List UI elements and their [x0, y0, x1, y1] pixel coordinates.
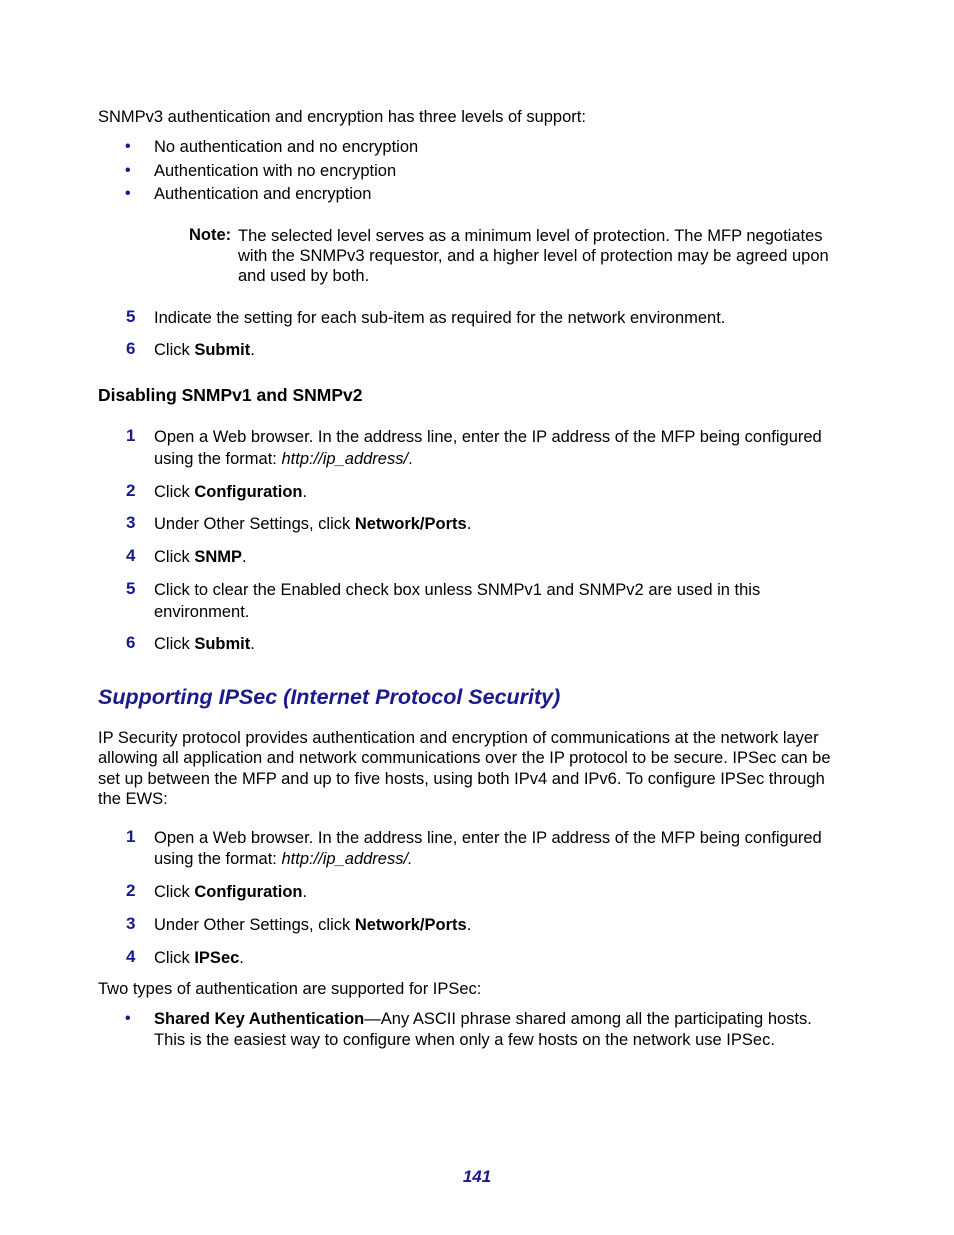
section-title: Supporting IPSec (Internet Protocol Security): [98, 685, 561, 709]
ui-label: Configuration: [194, 883, 303, 901]
step-text: Click Configuration.: [154, 483, 308, 501]
step-number: 6: [126, 339, 136, 358]
ui-label: Network/Ports: [354, 515, 467, 533]
step-text: using the format: http://ip_address/.: [154, 450, 413, 468]
ui-label: IPSec: [194, 949, 240, 967]
page-number: 141: [462, 1167, 492, 1186]
step-number: 6: [126, 633, 136, 652]
step-text: Indicate the setting for each sub-item as required for the network environment.: [154, 309, 726, 327]
list-item: Authentication and encryption: [154, 185, 372, 203]
note-label: Note:: [189, 226, 232, 244]
step-number: 2: [126, 881, 136, 900]
step-text: Open a Web browser. In the address line, enter the IP address of the MFP being configured: [154, 829, 822, 847]
step-number: 1: [126, 827, 136, 846]
auth-intro: Two types of authentication are supported for IPSec:: [98, 980, 482, 998]
bullet-icon: •: [125, 162, 131, 179]
step-text: Click Submit.: [154, 635, 255, 653]
bullet-icon: •: [125, 1010, 131, 1027]
list-item: Authentication with no encryption: [154, 162, 397, 180]
step-text: Click Configuration.: [154, 883, 308, 901]
step-text: Click IPSec.: [154, 949, 244, 967]
step-text: Under Other Settings, click Network/Ports.: [154, 916, 472, 934]
paragraph-line: the EWS:: [98, 790, 168, 808]
step-text: using the format: http://ip_address/.: [154, 850, 413, 868]
step-text: environment.: [154, 603, 250, 621]
step-number: 3: [126, 914, 136, 933]
intro-text: SNMPv3 authentication and encryption has three levels of support:: [98, 108, 586, 126]
step-text: Click to clear the Enabled check box unless SNMPv1 and SNMPv2 are used in this: [154, 581, 761, 599]
ui-label: Network/Ports: [354, 916, 467, 934]
note-line: and used by both.: [238, 267, 370, 285]
paragraph-line: allowing all application and network communications over the IP protocol to be secure. IPSec can be: [98, 749, 831, 767]
ui-label: Submit: [194, 635, 251, 653]
list-item: Shared Key Authentication—Any ASCII phrase shared among all the participating hosts.: [154, 1010, 812, 1028]
list-item: No authentication and no encryption: [154, 138, 419, 156]
ui-label: Configuration: [194, 483, 303, 501]
paragraph-line: set up between the MFP and up to five hosts, using both IPv4 and IPv6. To configure IPSec through: [98, 770, 825, 788]
step-number: 2: [126, 481, 136, 500]
note-line: with the SNMPv3 requestor, and a higher level of protection may be agreed upon: [238, 247, 829, 265]
section-heading: Disabling SNMPv1 and SNMPv2: [98, 385, 363, 405]
paragraph-line: IP Security protocol provides authentication and encryption of communications at the network layer: [98, 729, 819, 747]
step-number: 3: [126, 513, 136, 532]
step-number: 5: [126, 579, 136, 598]
step-number: 4: [126, 947, 136, 966]
list-item: This is the easiest way to configure when only a few hosts on the network use IPSec.: [154, 1031, 775, 1049]
step-number: 5: [126, 307, 136, 326]
step-text: Open a Web browser. In the address line, enter the IP address of the MFP being configured: [154, 428, 822, 446]
step-number: 1: [126, 426, 136, 445]
bullet-icon: •: [125, 185, 131, 202]
note-line: The selected level serves as a minimum level of protection. The MFP negotiates: [238, 227, 823, 245]
ui-label: Submit: [194, 341, 251, 359]
step-text: Click Submit.: [154, 341, 255, 359]
bullet-icon: •: [125, 138, 131, 155]
step-number: 4: [126, 546, 136, 565]
step-text: Under Other Settings, click Network/Ports.: [154, 515, 472, 533]
ui-label: SNMP: [194, 548, 243, 566]
step-text: Click SNMP.: [154, 548, 247, 566]
